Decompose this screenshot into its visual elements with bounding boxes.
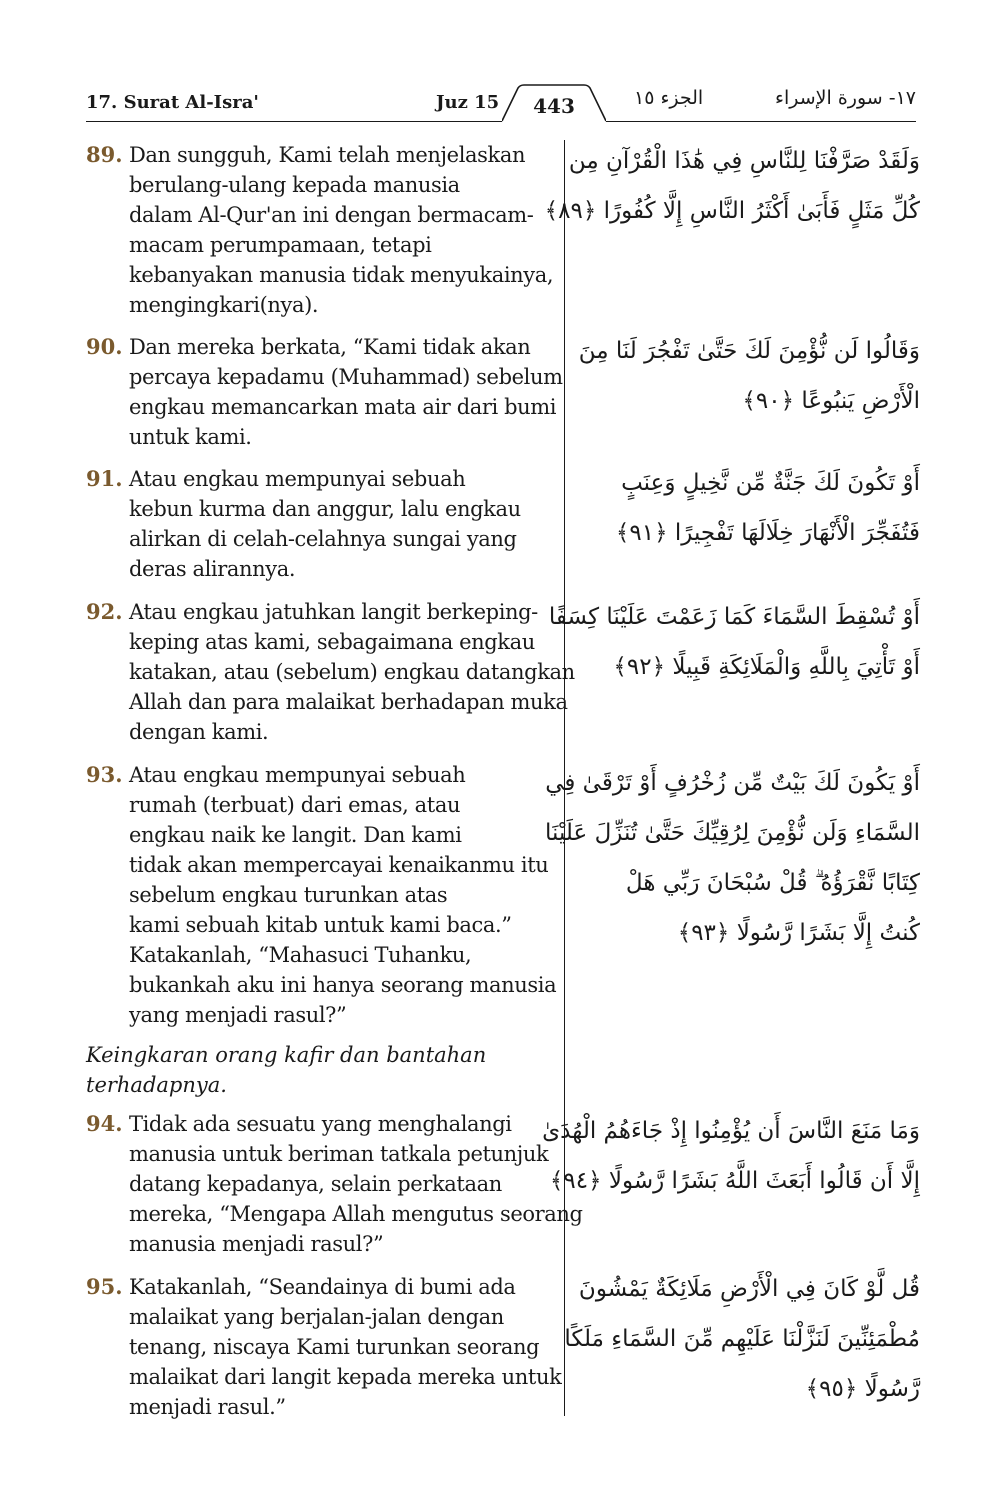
verse-number: 89. (86, 142, 123, 167)
translation-line: sebelum engkau turunkan atas (129, 883, 448, 907)
translation-line: rumah (terbuat) dari emas, atau (129, 793, 461, 817)
page-number-tab (502, 84, 606, 122)
arabic-line: قُل لَّوْ كَانَ فِي الْأَرْضِ مَلَائِكَةٌ يَمْشُونَ (578, 1276, 920, 1302)
translation-line: Atau engkau mempunyai sebuah (129, 467, 466, 491)
juz-label-arabic: الجزء ١٥ (634, 87, 704, 109)
verse-93-arabic (545, 758, 920, 958)
translation-line: Dan mereka berkata, “Kami tidak akan (129, 335, 531, 359)
arabic-line: أَوْ تُسْقِطَ السَّمَاءَ كَمَا زَعَمْتَ عَلَيْنَا كِسَفًا (548, 604, 920, 630)
translation-line: kebun kurma dan anggur, lalu engkau (129, 497, 521, 521)
translation-line: macam perumpamaan, tetapi (129, 233, 432, 257)
translation-line: bukankah aku ini hanya seorang manusia (129, 973, 557, 997)
translation-line: Allah dan para malaikat berhadapan muka (129, 690, 568, 714)
translation-line: menjadi rasul.” (129, 1395, 286, 1419)
arabic-line: مُطْمَئِنِّينَ لَنَزَّلْنَا عَلَيْهِم مِّنَ السَّمَاءِ مَلَكًا (564, 1326, 920, 1352)
verse-94-arabic (542, 1106, 920, 1206)
translation-line: datang kepadanya, selain perkataan (129, 1172, 502, 1196)
translation-line: Atau engkau mempunyai sebuah (129, 763, 466, 787)
arabic-line: كُلِّ مَثَلٍ فَأَبَىٰ أَكْثَرُ النَّاسِ إِلَّا كُفُورًا ﴿٨٩﴾ (544, 198, 920, 224)
translation-line: manusia untuk beriman tatkala petunjuk (129, 1142, 549, 1166)
translation-line: yang menjadi rasul?” (129, 1003, 347, 1027)
translation-line: Katakanlah, “Mahasuci Tuhanku, (129, 943, 472, 967)
arabic-line: أَوْ تَكُونَ لَكَ جَنَّةٌ مِّن نَّخِيلٍ وَعِنَبٍ (621, 470, 920, 496)
verse-92-arabic (548, 592, 920, 692)
verse-number: 90. (86, 334, 123, 359)
translation-line: deras alirannya. (129, 557, 296, 581)
translation-line: dengan kami. (129, 720, 269, 744)
arabic-line: وَقَالُوا لَن نُّؤْمِنَ لَكَ حَتَّىٰ تَفْجُرَ لَنَا مِنَ (578, 338, 920, 364)
verse-90-arabic (578, 326, 920, 426)
section-heading-line: Keingkaran orang kafir dan bantahan (86, 1043, 487, 1067)
verse-number: 93. (86, 762, 123, 787)
translation-line: Tidak ada sesuatu yang menghalangi (129, 1112, 512, 1136)
section-heading-line: terhadapnya. (86, 1073, 227, 1097)
translation-line: kebanyakan manusia tidak menyukainya, (129, 263, 554, 287)
arabic-line: أَوْ يَكُونَ لَكَ بَيْتٌ مِّن زُخْرُفٍ أَوْ تَرْقَىٰ فِي (545, 770, 920, 796)
arabic-line: وَلَقَدْ صَرَّفْنَا لِلنَّاسِ فِي هَٰذَا الْقُرْآنِ مِن (568, 148, 920, 174)
translation-line: kami sebuah kitab untuk kami baca.” (129, 913, 512, 937)
surah-title-latin: 17. Surat Al-Isra' (86, 92, 259, 113)
verse-91-arabic (590, 458, 920, 558)
translation-line: katakan, atau (sebelum) engkau datangkan (129, 660, 575, 684)
arabic-line: أَوْ تَأْتِيَ بِاللَّهِ وَالْمَلَائِكَةِ قَبِيلًا ﴿٩٢﴾ (613, 654, 920, 680)
translation-line: dalam Al-Qur'an ini dengan bermacam- (129, 203, 534, 227)
arabic-line: الْأَرْضِ يَنبُوعًا ﴿٩٠﴾ (742, 388, 920, 414)
translation-line: engkau naik ke langit. Dan kami (129, 823, 462, 847)
page-header (86, 84, 916, 124)
header-rule-right (606, 121, 916, 122)
juz-label-latin: Juz 15 (436, 92, 500, 113)
translation-line: Atau engkau jatuhkan langit berkeping- (129, 600, 538, 624)
arabic-line: وَمَا مَنَعَ النَّاسَ أَن يُؤْمِنُوا إِذْ جَاءَهُمُ الْهُدَىٰ (542, 1118, 920, 1144)
surah-title-arabic: ١٧- سورة الإسراء (775, 87, 916, 109)
translation-line: alirkan di celah-celahnya sungai yang (129, 527, 517, 551)
translation-line: tidak akan mempercayai kenaikanmu itu (129, 853, 549, 877)
section-heading (86, 1040, 526, 1100)
verse-89-arabic (544, 136, 920, 236)
translation-line: Katakanlah, “Seandainya di bumi ada (129, 1275, 516, 1299)
page-number: 443 (533, 94, 575, 118)
translation-line: Dan sungguh, Kami telah menjelaskan (129, 143, 526, 167)
header-rule-left (86, 121, 502, 122)
translation-line: mereka, “Mengapa Allah mengutus seorang (129, 1202, 583, 1226)
arabic-line: إِلَّا أَن قَالُوا أَبَعَثَ اللَّهُ بَشَرًا رَّسُولًا ﴿٩٤﴾ (549, 1168, 920, 1194)
arabic-line: فَتُفَجِّرَ الْأَنْهَارَ خِلَالَهَا تَفْجِيرًا ﴿٩١﴾ (615, 520, 920, 546)
verse-number: 91. (86, 466, 123, 491)
translation-line: berulang-ulang kepada manusia (129, 173, 460, 197)
translation-line: malaikat dari langit kepada mereka untuk (129, 1365, 562, 1389)
translation-line: engkau memancarkan mata air dari bumi (129, 395, 557, 419)
arabic-line: رَّسُولًا ﴿٩٥﴾ (805, 1376, 920, 1402)
verse-number: 92. (86, 599, 123, 624)
verse-number: 94. (86, 1111, 123, 1136)
verse-95-arabic (564, 1264, 920, 1414)
translation-line: tenang, niscaya Kami turunkan seorang (129, 1335, 540, 1359)
arabic-line: كِتَابًا نَّقْرَؤُهُ ۗ قُلْ سُبْحَانَ رَبِّي هَلْ (625, 870, 920, 896)
translation-line: untuk kami. (129, 425, 252, 449)
verse-number: 95. (86, 1274, 123, 1299)
translation-line: manusia menjadi rasul?” (129, 1232, 384, 1256)
translation-line: malaikat yang berjalan-jalan dengan (129, 1305, 504, 1329)
arabic-line: السَّمَاءِ وَلَن نُّؤْمِنَ لِرُقِيِّكَ حَتَّىٰ تُنَزِّلَ عَلَيْنَا (545, 820, 920, 846)
translation-line: percaya kepadamu (Muhammad) sebelum (129, 365, 563, 389)
translation-line: keping atas kami, sebagaimana engkau (129, 630, 535, 654)
arabic-line: كُنتُ إِلَّا بَشَرًا رَّسُولًا ﴿٩٣﴾ (677, 920, 920, 946)
translation-line: mengingkari(nya). (129, 293, 319, 317)
